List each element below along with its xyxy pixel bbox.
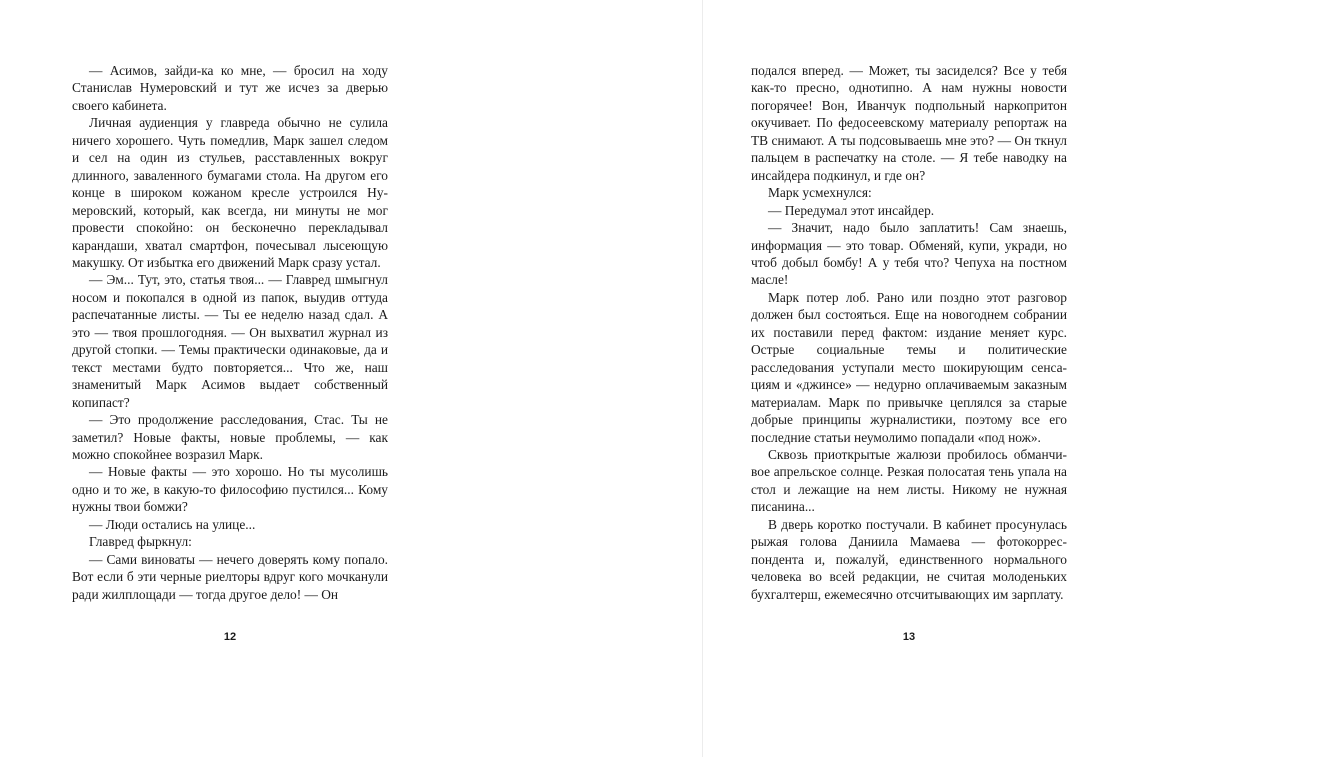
paragraph: В дверь коротко постучали. В кабинет просунулась рыжая голова Даниила Мамаева — фотокорреспондента и, пожалуй, единственного нормального человека во всей редакции, не считая молоденьких бухгалтерш, ежемесячно отсчитывающих им зарплату. xyxy=(751,516,1067,602)
paragraph: — Асимов, зайди-ка ко мне, — бросил на ходу Станислав Нумеровский и тут же исчез за дверью своего кабинета. xyxy=(72,63,388,113)
page-number-right: 13 xyxy=(902,631,916,643)
paragraph: — Новые факты — это хорошо. Но ты мусолишь одно и то же, в какую-то философию пустился... Кому нужны твои бомжи? xyxy=(72,464,388,515)
paragraph: — Люди остались на улице... xyxy=(89,516,256,532)
paragraph: Главред фыркнул: xyxy=(89,534,192,550)
left-page-text xyxy=(72,62,388,603)
page-gutter xyxy=(702,0,703,757)
right-page-text xyxy=(751,62,1067,603)
paragraph: — Эм... Тут, это, статья твоя... — Главред шмыгнул носом и покопался в одной из папок, выудив оттуда распечатанные листы. — Ты ее неделю назад сдал. А это — твоя прошлогодняя. — Он выхватил журнал из другой стопки. — Темы практически одинаковые, да и текст местами будто повторяется... Что же, наш знаменитый Марк Асимов выдает собственный копипаст? xyxy=(72,272,388,410)
page-number-left: 12 xyxy=(223,631,237,643)
paragraph: Марк потер лоб. Рано или поздно этот разговор должен был состояться. Еще на новогоднем собрании их поставили перед фактом: издание меняет курс. Острые социальные темы и политические расследования уступали место шокирующим сенсациям и «джинсе» — недурно оплачиваемым заказным материалам. Марк по привычке цеплялся за старые добрые принципы журналистики, поэтому все его последние статьи неумолимо попадали «под нож». xyxy=(751,289,1067,445)
paragraph: — Это продолжение расследования, Стас. Ты не заметил? Новые факты, новые проблемы, — как можно спокойнее возразил Марк. xyxy=(72,412,388,462)
paragraph: — Значит, надо было заплатить! Сам знаешь, информация — это товар. Обменяй, купи, укради, но чтоб добыл бомбу! А у тебя что? Чепуха на постном масле! xyxy=(751,220,1067,288)
paragraph: — Сами виноваты — нечего доверять кому попало. Вот если б эти черные риелторы вдруг кого мочканули ради жилплощади — тогда другое дело! — Он xyxy=(72,551,388,602)
paragraph: — Передумал этот инсайдер. xyxy=(768,202,935,218)
paragraph: Марк усмехнулся: xyxy=(768,185,872,201)
paragraph: Личная аудиенция у главреда обычно не сулила ничего хорошего. Чуть помедлив, Марк зашел следом и сел на один из стульев, расставленных вокруг длинного, заваленного бумагами стола. На другом его конце в широком кожаном кресле устроился Нумеровский, который, как всегда, ни минуты не мог провести спокойно: он бесконечно перекладывал карандаши, хватал смартфон, почесывал лысеющую макушку. От избытка его движений Марк сразу устал. xyxy=(72,115,388,270)
paragraph: Сквозь приоткрытые жалюзи пробилось обманчивое апрельское солнце. Резкая полосатая тень упала на стол и лежащие на нем листы. Никому не нужная писанина... xyxy=(751,446,1067,515)
paragraph-continuation: подался вперед. — Может, ты засиделся? Все у тебя как-то пресно, однотипно. А нам нужны новости погорячее! Вон, Иванчук подпольный наркопритон окучивает. По федосеевскому материалу репортаж на ТВ снимают. А ты подсовываешь мне это? — Он ткнул пальцем в распечатку на столе. — Я тебе наводку на инсайдера подкинул, и где он? xyxy=(751,63,1067,183)
